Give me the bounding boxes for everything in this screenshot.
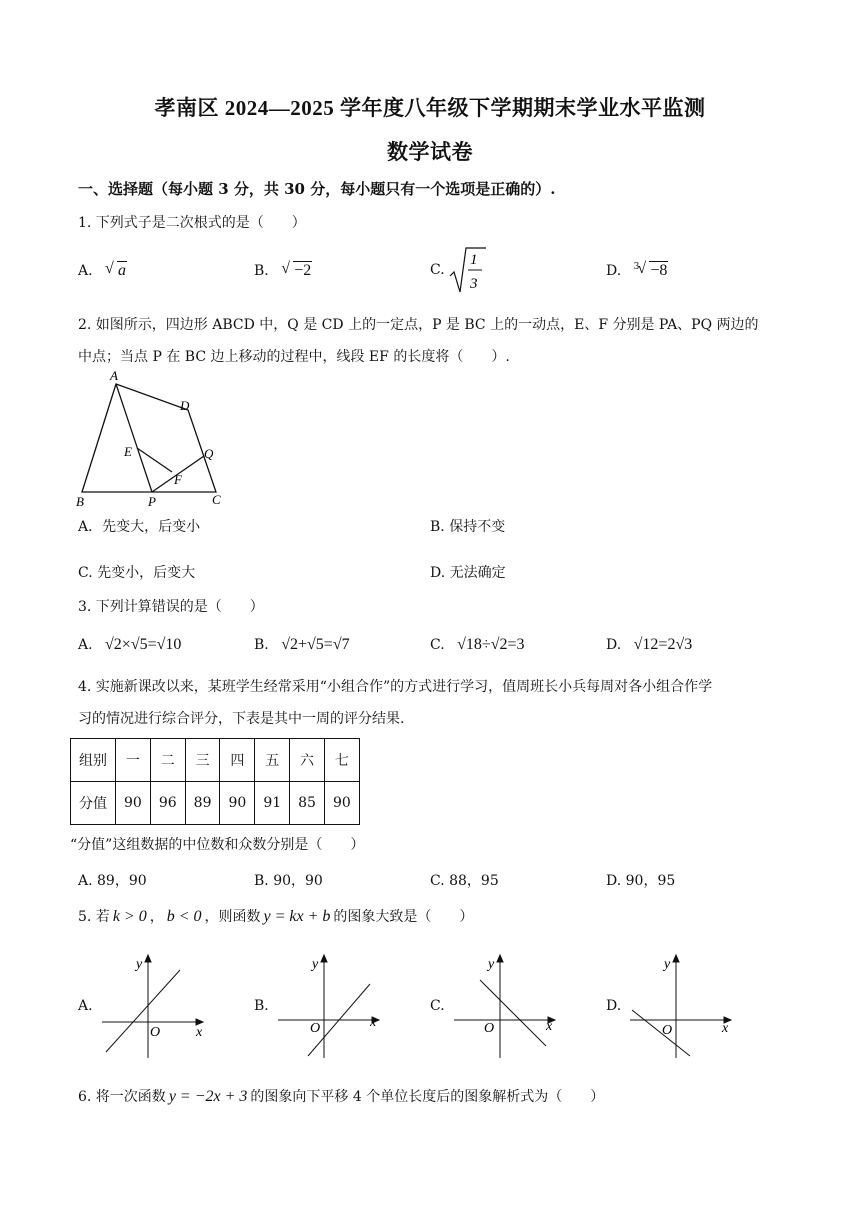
q2-option-d: D. 无法确定	[430, 565, 506, 581]
q5-condition-b: b < 0	[166, 908, 202, 925]
q5-option-c-label: C.	[430, 998, 445, 1014]
q4-option-b: B. 90，90	[254, 873, 323, 889]
q3-b-expr: √2+√5=√7	[281, 636, 350, 653]
q2-option-c: C. 先变小，后变大	[78, 565, 196, 581]
q3-c-label: C.	[430, 637, 445, 653]
y-axis-label: y	[664, 957, 671, 972]
x-axis-label: x	[370, 1015, 377, 1030]
q4-option-c: C. 88，95	[430, 873, 499, 889]
q3-option-d	[606, 636, 692, 654]
q6-stem-prefix: 6. 将一次函数	[78, 1089, 166, 1105]
q2-line1: 2. 如图所示，四边形 ABCD 中，Q 是 CD 上的一定点，P 是 BC 上的一动点，E、F 分别是 PA、PQ 两边的	[78, 317, 759, 333]
score-table	[70, 738, 360, 825]
label-D: D	[180, 398, 190, 413]
table-cell: 89	[185, 782, 220, 825]
table-cell: 90	[220, 782, 255, 825]
x-axis-label: x	[546, 1019, 553, 1034]
label-P: P	[148, 494, 156, 509]
origin-label: O	[310, 1021, 321, 1036]
q1-d-index: 3	[633, 262, 640, 273]
q1-c-label: C.	[430, 262, 445, 278]
y-axis-label: y	[136, 957, 143, 972]
q1-d-expr: −8	[650, 262, 668, 279]
q1-c-numerator: 1	[470, 252, 478, 268]
q1-option-c	[430, 262, 445, 278]
q3-c-expr: √18÷√2=3	[457, 636, 525, 653]
q3-a-expr: √2×√5=√10	[105, 636, 182, 653]
table-cell: 三	[185, 739, 220, 782]
q1-a-label: A.	[78, 263, 93, 279]
q4-question: “分值”这组数据的中位数和众数分别是（ ）	[70, 837, 365, 853]
origin-label: O	[662, 1023, 673, 1038]
x-axis-label: x	[722, 1021, 729, 1036]
q3-d-label: D.	[606, 637, 622, 653]
q4-option-a: A. 89，90	[78, 873, 147, 889]
q3-d-expr: √12=2√3	[633, 636, 693, 653]
radical-sign	[283, 262, 312, 280]
q5-condition-k: k > 0	[112, 908, 147, 925]
q1-stem: 1. 下列式子是二次根式的是（ ）	[78, 215, 306, 231]
q6-function: y = −2x + 3	[168, 1088, 248, 1105]
q3-option-b	[254, 636, 350, 654]
q3-b-label: B.	[254, 637, 269, 653]
label-C: C	[212, 492, 221, 507]
table-cell: 五	[255, 739, 290, 782]
q1-c-fraction-radical	[448, 244, 488, 296]
y-axis-label: y	[312, 957, 319, 972]
table-cell: 90	[116, 782, 151, 825]
section-heading: 一、选择题（每小题 3 分，共 30 分，每小题只有一个选项是正确的）.	[78, 180, 556, 198]
q6-stem-suffix: 的图象向下平移 4 个单位长度后的图象解析式为（ ）	[250, 1089, 605, 1105]
radical-sign	[107, 262, 127, 280]
table-cell: 一	[116, 739, 151, 782]
label-A: A	[110, 368, 118, 383]
q5-option-b-label: B.	[254, 998, 269, 1014]
table-cell: 组别	[71, 739, 116, 782]
label-B: B	[76, 494, 84, 509]
table-cell: 四	[220, 739, 255, 782]
q3-a-label: A.	[78, 637, 93, 653]
radical-sign	[639, 262, 668, 280]
q1-option-d	[606, 262, 668, 280]
table-cell: 分值	[71, 782, 116, 825]
q5-graph-c	[450, 954, 560, 1062]
x-axis-label: x	[196, 1025, 203, 1040]
q1-option-b	[254, 262, 312, 280]
table-row	[71, 782, 360, 825]
q5-graph-d	[626, 954, 736, 1062]
q6-stem	[78, 1086, 604, 1106]
q5-separator: ，	[149, 909, 164, 925]
exam-subtitle: 数学试卷	[387, 140, 473, 164]
table-cell: 二	[150, 739, 185, 782]
q2-line2: 中点；当点 P 在 BC 边上移动的过程中，线段 EF 的长度将（ ）.	[78, 349, 510, 365]
q1-option-a	[78, 262, 127, 280]
q4-option-d: D. 90，95	[606, 873, 676, 889]
q4-line2: 习的情况进行综合评分，下表是其中一周的评分结果.	[78, 711, 405, 727]
q5-stem	[78, 906, 473, 926]
table-cell: 85	[290, 782, 325, 825]
q1-d-label: D.	[606, 263, 622, 279]
table-cell: 96	[150, 782, 185, 825]
q1-a-expr: a	[118, 262, 127, 279]
q5-stem-suffix: 的图象大致是（ ）	[333, 909, 474, 925]
q3-stem: 3. 下列计算错误的是（ ）	[78, 599, 264, 615]
q1-b-expr: −2	[294, 262, 312, 279]
label-Q: Q	[204, 446, 214, 461]
q5-stem-prefix: 5. 若	[78, 909, 110, 925]
q5-option-a-label: A.	[78, 998, 93, 1014]
q5-function: y = kx + b	[263, 908, 331, 925]
q2-option-a: A．先变大，后变小	[78, 519, 201, 535]
q4-line1: 4. 实施新课改以来，某班学生经常采用“小组合作”的方式进行学习，值周班长小兵每周对各小组合作学	[78, 679, 713, 695]
q3-option-c	[430, 636, 525, 654]
q5-graph-a	[98, 954, 208, 1062]
q3-option-a	[78, 636, 181, 654]
y-axis-label: y	[488, 957, 495, 972]
q5-stem-middle: ，则函数	[204, 909, 261, 925]
q2-quadrilateral-figure	[70, 366, 240, 510]
q5-option-d-label: D.	[606, 998, 622, 1014]
exam-title: 孝南区 2024—2025 学年度八年级下学期期末学业水平监测	[154, 96, 706, 120]
table-cell: 90	[324, 782, 359, 825]
table-cell: 七	[324, 739, 359, 782]
q1-b-label: B.	[254, 263, 269, 279]
origin-label: O	[150, 1025, 161, 1040]
origin-label: O	[484, 1021, 495, 1036]
label-F: F	[174, 472, 182, 487]
q1-c-denominator: 3	[470, 276, 478, 292]
table-cell: 六	[290, 739, 325, 782]
table-header-row	[71, 739, 360, 782]
q2-option-b: B. 保持不变	[430, 519, 506, 535]
q5-graph-b	[274, 954, 384, 1062]
table-cell: 91	[255, 782, 290, 825]
label-E: E	[124, 444, 132, 459]
